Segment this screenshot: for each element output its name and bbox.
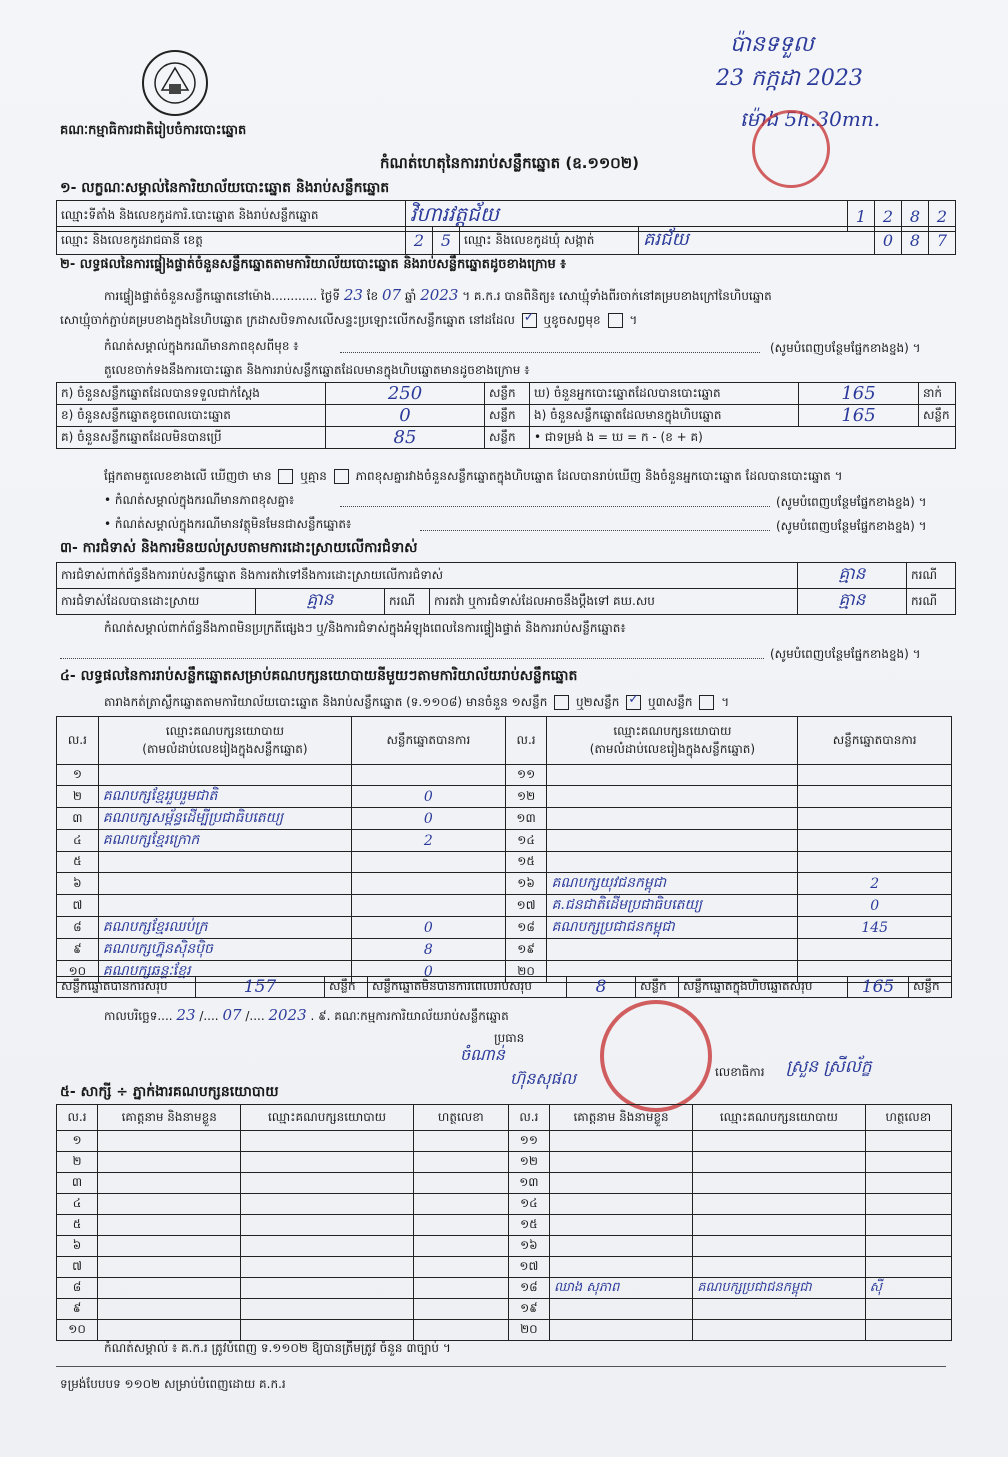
party-votes-left: 0	[352, 808, 506, 830]
section2-title: ២- លទ្ធផលនៃការផ្ទៀងផ្ទាត់ចំនួនសន្លឹកឆ្នោតតាមការិយាល័យបោះឆ្នោត និងរាប់សន្លឹកឆ្នោតដូចខាងក្រោម ៖	[60, 257, 566, 272]
s2-bullet2-fill: (សូមបំពេញបន្ថែមផ្នែកខាងខ្នង) ។	[776, 519, 927, 533]
party-no-right: ១៨	[505, 917, 547, 939]
witness-name-left	[98, 1257, 241, 1278]
witness-party-left	[241, 1173, 413, 1194]
total-box-value: 165	[848, 977, 909, 998]
s3-note-dots	[60, 658, 764, 659]
s2-line2-a: ឬខូចសព្វមុខ	[543, 313, 601, 327]
party-no-left: ៥	[57, 852, 99, 873]
party-no-right: ១៦	[505, 873, 547, 895]
total-invalid-value: 8	[567, 977, 636, 998]
witness-no-right: ១៨	[508, 1278, 549, 1299]
s2-bullet1: • កំណត់សម្គាល់ក្នុងករណីមានភាពខុសគ្នា៖	[104, 493, 295, 507]
party-votes-right	[798, 808, 952, 830]
s4-intro-c: ឬ៣សន្លឹក	[648, 695, 693, 709]
footer-rule	[56, 1366, 946, 1367]
party-no-left: ២	[57, 786, 99, 808]
s4-intro: តារាងកត់ត្រាស្លឹកឆ្នោតតាមការិយាល័យបោះឆ្នោត និងរាប់សន្លឹកឆ្នោត (ទ.១១០៨) មានចំនួន ១សន្លឹក ឬ២សន្លឹក ✓ ឬ៣សន្លឹក ។	[104, 694, 729, 712]
s1-row1-label: ឈ្មោះទីតាំង និងលេខកូដការិ.បោះឆ្នោត និងរាប់សន្លឹកឆ្នោត	[57, 201, 406, 232]
witness-no-right: ១៥	[508, 1215, 549, 1236]
gh-unit: នាក់	[919, 383, 956, 405]
party-no-right: ១១	[505, 765, 547, 786]
s1-commune-code-3: 7	[929, 227, 956, 255]
party-name-right: គណបក្សប្រជាជនកម្ពុជា	[547, 917, 798, 939]
party-votes-left: 8	[352, 939, 506, 961]
party-name-left	[98, 873, 351, 895]
party-no-right: ១៩	[505, 939, 547, 961]
total-valid-value: 157	[196, 977, 325, 998]
one-sheet-checkbox[interactable]	[554, 695, 569, 710]
received-time: ម៉ោង 5h.30mn.	[740, 107, 881, 131]
party-no-right: ១៤	[505, 830, 547, 852]
w-col-sig-right: ហត្ថលេខា	[865, 1105, 951, 1131]
party-name-left: គណបក្សខ្មែរឈប់ក្រ	[98, 917, 351, 939]
committee-label: ៩. គណៈកម្មការការិយាល័យរាប់សន្លឹកឆ្នោត	[318, 1009, 509, 1023]
s2-line2-text: សោឃ្មុំចាក់ភ្ជាប់គម្របខាងក្នុងនៃហិបឆ្នោត ក្រដាសបិទភាសលើសន្ទះប្រឡោះលើកសន្លឹកឆ្នោត នៅដដែល	[60, 313, 515, 327]
witness-party-left	[241, 1236, 413, 1257]
witness-party-left	[241, 1257, 413, 1278]
compare-c: ភាពខុសគ្នារវាងចំនួនសន្លឹកឆ្នោតក្នុងហិបឆ្នោត ដែលបានរាប់ឃើញ និងចំនួនអ្នកបោះឆ្នោត ដែលបានបោះឆ្នោត ។	[355, 469, 843, 483]
compare-a: ផ្អែកតាមតួលេខខាងលើ ឃើញថា មាន	[104, 469, 272, 483]
date-label: កាលបរិច្ឆេទ	[104, 1009, 158, 1023]
compare-b: ឬគ្មាន	[300, 469, 327, 483]
kh-label: ខ) ចំនួនសន្លឹកឆ្នោតខូចពេលបោះឆ្នោត	[57, 405, 326, 427]
gh-label: ឃ) ចំនួនអ្នកបោះឆ្នោតដែលបានបោះឆ្នោត	[530, 383, 799, 405]
s3-row1-unit: ករណី	[907, 563, 956, 589]
party-name-right	[547, 786, 798, 808]
formula: • ជាទម្រង់ ង = ឃ = ក - (ខ + គ)	[530, 427, 956, 449]
secretary-signature: ស្រួន ស្រីល័ក្ខ	[786, 1057, 872, 1077]
witness-name-left	[98, 1194, 241, 1215]
witness-no-right: ១៦	[508, 1236, 549, 1257]
witness-no-left: ៨	[57, 1278, 98, 1299]
table-row	[57, 1257, 952, 1278]
witness-name-right	[549, 1194, 692, 1215]
witness-name-left	[98, 1173, 241, 1194]
diff-yes-checkbox[interactable]	[278, 469, 293, 484]
party-no-right: ២០	[505, 961, 547, 983]
s3-row2-unit2: ករណី	[907, 589, 956, 615]
col-votes-right: សន្លឹកឆ្នោតបានការ	[798, 717, 952, 765]
form-title: កំណត់ហេតុនៃការរាប់សន្លឹកឆ្នោត (ឧ.១១០២)	[380, 154, 640, 172]
witness-party-left	[241, 1131, 413, 1152]
party-no-left: ៤	[57, 830, 99, 852]
received-label: ប៉ានទទួល	[730, 32, 814, 57]
table-row	[57, 1299, 952, 1320]
witness-sig-right: ស៊ី	[865, 1278, 951, 1299]
party-no-left: ១	[57, 765, 99, 786]
witness-no-right: ១៧	[508, 1257, 549, 1278]
col-party-left	[98, 717, 351, 765]
witness-no-right: ១២	[508, 1152, 549, 1173]
witness-sig-left	[413, 1299, 508, 1320]
party-name-left: គណបក្សខ្មែររួបរួមជាតិ	[98, 786, 351, 808]
table-row	[57, 808, 952, 830]
witness-name-left	[98, 1152, 241, 1173]
table-row	[57, 895, 952, 917]
witness-no-left: ៣	[57, 1173, 98, 1194]
party-name-right: គណបក្សយុវជនកម្ពុជា	[547, 873, 798, 895]
total-invalid-unit: សន្លឹក	[636, 977, 679, 998]
party-votes-right	[798, 786, 952, 808]
witness-no-left: ១០	[57, 1320, 98, 1341]
s1-commune-code-2: 8	[902, 227, 929, 255]
s1-code-1: 1	[848, 201, 875, 232]
party-no-right: ១៧	[505, 895, 547, 917]
party-votes-right: 2	[798, 873, 952, 895]
witness-sig-right	[865, 1194, 951, 1215]
g-label: គ) ចំនួនសន្លឹកឆ្នោតដែលមិនបានប្រើ	[57, 427, 326, 449]
party-votes-left	[352, 765, 506, 786]
s1-commune-code-1: 0	[875, 227, 902, 255]
date-year: 2023	[268, 1006, 307, 1024]
s3-table	[56, 562, 956, 615]
witness-name-right	[549, 1152, 692, 1173]
two-sheet-checkbox[interactable]	[626, 695, 641, 710]
total-valid-unit: សន្លឹក	[325, 977, 368, 998]
party-name-right	[547, 808, 798, 830]
table-row	[57, 1215, 952, 1236]
official-stamp	[600, 1000, 712, 1112]
w-col-no-right: ល.រ	[508, 1105, 549, 1131]
witness-name-left	[98, 1236, 241, 1257]
party-votes-left	[352, 895, 506, 917]
party-name-left: គណបក្សឆន្ទៈខ្មែរ	[98, 961, 351, 983]
party-votes-left: 0	[352, 786, 506, 808]
witness-sig-left	[413, 1236, 508, 1257]
chair-signature: ចំណាន់	[460, 1045, 505, 1064]
witness-party-left	[241, 1299, 413, 1320]
table-row	[57, 939, 952, 961]
received-stamp	[752, 110, 830, 188]
witness-name-left	[98, 1131, 241, 1152]
section5-title: ៥- សាក្សី ÷ ភ្នាក់ងារគណបក្សនយោបាយ	[60, 1084, 279, 1100]
s2-counts-table	[56, 382, 956, 449]
form-reference: ទម្រង់បែបបទ ១១០២ សម្រាប់បំពេញដោយ គ.ក.រ	[60, 1377, 286, 1391]
ng-value: 165	[799, 405, 919, 427]
party-name-left	[98, 895, 351, 917]
witness-name-right	[549, 1257, 692, 1278]
col-party-right-title: ឈ្មោះគណបក្សនយោបាយ	[613, 723, 732, 738]
date-day: 23	[176, 1006, 196, 1024]
party-votes-left	[352, 852, 506, 873]
witness-no-right: ១១	[508, 1131, 549, 1152]
s2-bullet1-fill: (សូមបំពេញបន្ថែមផ្នែកខាងខ្នង) ។	[776, 495, 927, 509]
ng-unit: សន្លឹក	[919, 405, 956, 427]
witness-name-right: ឈាង សុភាព	[549, 1278, 692, 1299]
diff-no-checkbox[interactable]	[334, 469, 349, 484]
party-name-right: គ.ជនជាតិដើមប្រជាធិបតេយ្យ	[547, 895, 798, 917]
witness-sig-left	[413, 1215, 508, 1236]
s1-row1-value: វិហារវត្តជ័យ	[406, 201, 848, 232]
witness-party-right	[693, 1131, 865, 1152]
s2-counts-intro: តួលេខចាក់ទងនឹងការបោះឆ្នោត និងការរាប់សន្លឹកឆ្នោតដែលមានក្នុងហិបឆ្នោតមានដូចខាងក្រោម ៖	[104, 363, 530, 377]
witness-party-left	[241, 1320, 413, 1341]
s2-line1-a: ការផ្ទៀងផ្ទាត់ចំនួនសន្លឹកឆ្នោតនៅម៉ោង............ ថ្ងៃទី	[104, 289, 340, 303]
witness-sig-left	[413, 1257, 508, 1278]
witness-no-left: ៤	[57, 1194, 98, 1215]
table-row	[57, 1131, 952, 1152]
s3-row1-label: ការជំទាស់ពាក់ព័ន្ធនឹងការរាប់សន្លឹកឆ្នោត និងការតវ៉ាទៅនឹងការដោះស្រាយលើការជំទាស់	[57, 563, 798, 589]
total-valid-label: សន្លឹកឆ្នោតបានការសរុប	[57, 977, 196, 998]
s2-line1-b: ។ គ.ក.រ បានពិនិត្យ៖ សោឃ្មុំទាំងពីរចាក់នៅគម្របខាងក្រៅនៃហិបឆ្នោត	[462, 289, 772, 303]
w-col-party-right: ឈ្មោះគណបក្សនយោបាយ	[693, 1105, 865, 1131]
section3-title: ៣- ការជំទាស់ និងការមិនយល់ស្របតាមការដោះស្រាយលើការជំទាស់	[60, 540, 418, 556]
s3-fill-note: (សូមបំពេញបន្ថែមផ្នែកខាងខ្នង) ។	[770, 647, 921, 661]
witness-name-right	[549, 1173, 692, 1194]
s1-commune-value: គរជ័យ	[639, 227, 875, 255]
party-name-left	[98, 765, 351, 786]
witness-name-left	[98, 1299, 241, 1320]
w-col-party-left: ឈ្មោះគណបក្សនយោបាយ	[241, 1105, 413, 1131]
witness-sig-left	[413, 1320, 508, 1341]
party-name-right	[547, 939, 798, 961]
witness-party-right	[693, 1257, 865, 1278]
kh-value: 0	[326, 405, 485, 427]
witness-sig-left	[413, 1131, 508, 1152]
witness-sig-right	[865, 1173, 951, 1194]
party-no-left: ៦	[57, 873, 99, 895]
table-row	[57, 786, 952, 808]
s4-intro-a: តារាងកត់ត្រាស្លឹកឆ្នោតតាមការិយាល័យបោះឆ្នោត និងរាប់សន្លឹកឆ្នោត (ទ.១១០៨) មានចំនួន ១សន្លឹក	[104, 695, 548, 709]
witness-party-left	[241, 1194, 413, 1215]
witness-sig-right	[865, 1236, 951, 1257]
secretary-label: លេខាធិការ	[715, 1065, 765, 1079]
witness-sig-right	[865, 1299, 951, 1320]
party-name-left: គណបក្សខ្មែរក្រោក	[98, 830, 351, 852]
witness-party-right	[693, 1194, 865, 1215]
col-no-right: ល.រ	[505, 717, 547, 765]
section1-table-row2	[56, 226, 956, 255]
s2-month: 07	[382, 286, 402, 304]
party-votes-right	[798, 765, 952, 786]
table-row	[57, 1173, 952, 1194]
witness-sig-left	[413, 1173, 508, 1194]
witness-party-right: គណបក្សប្រជាជនកម្ពុជា	[693, 1278, 865, 1299]
section4-title: ៤- លទ្ធផលនៃការរាប់សន្លឹកឆ្នោតសម្រាប់គណបក្សនយោបាយនីមួយៗតាមការិយាល័យរាប់សន្លឹកឆ្នោត	[60, 668, 578, 684]
s3-note-line: កំណត់សម្គាល់ពាក់ព័ន្ធនឹងភាពមិនប្រក្រតីផ្សេងៗ ឬ/និងការជំទាស់ក្នុងអំឡុងពេលនៃការផ្ទៀងផ្ទាត់ និងការរាប់សន្លឹកឆ្នោត៖	[104, 621, 626, 635]
party-no-left: ១០	[57, 961, 99, 983]
party-name-right	[547, 830, 798, 852]
witness-party-left	[241, 1215, 413, 1236]
kh-unit: សន្លឹក	[485, 405, 530, 427]
party-votes-left: 0	[352, 917, 506, 939]
witness-no-left: ៩	[57, 1299, 98, 1320]
col-party-right-sub: (តាមលំដាប់លេខរៀងក្នុងសន្លឹកឆ្នោត)	[589, 741, 756, 756]
s2-year: 2023	[420, 286, 459, 304]
s2-line2: សោឃ្មុំចាក់ភ្ជាប់គម្របខាងក្នុងនៃហិបឆ្នោត ក្រដាសបិទភាសលើសន្ទះប្រឡោះលើកសន្លឹកឆ្នោត នៅដដែល ✓ ឬខូចសព្វមុខ ។	[60, 312, 637, 330]
party-no-left: ៣	[57, 808, 99, 830]
witness-table	[56, 1104, 952, 1341]
s3-row2-value: គ្មាន	[256, 589, 385, 615]
witness-no-left: ៥	[57, 1215, 98, 1236]
s1-code-4: 2	[929, 201, 956, 232]
s3-row1-value: គ្មាន	[798, 563, 907, 589]
party-name-right	[547, 765, 798, 786]
s2-day: 23	[343, 286, 363, 304]
witness-party-left	[241, 1278, 413, 1299]
table-row	[57, 830, 952, 852]
table-row	[57, 1152, 952, 1173]
party-no-right: ១២	[505, 786, 547, 808]
nec-emblem	[142, 50, 208, 116]
witness-party-right	[693, 1320, 865, 1341]
table-row	[57, 1194, 952, 1215]
total-invalid-label: សន្លឹកឆ្នោតមិនបានការពេលរាប់សរុប	[368, 977, 567, 998]
s2-note-dots	[340, 352, 760, 353]
witness-party-left	[241, 1152, 413, 1173]
s1-prov-code-1: 2	[406, 227, 433, 255]
received-date: 23 កក្កដា 2023	[716, 66, 863, 91]
section1-title: ១- លក្ខណៈសម្គាល់នៃការិយាល័យបោះឆ្នោត និងរាប់សន្លឹកឆ្នោត	[60, 180, 390, 196]
s2-note-fill: (សូមបំពេញបន្ថែមផ្នែកខាងខ្នង) ។	[770, 341, 921, 355]
s2-year-label: ឆ្នាំ	[404, 289, 417, 303]
witness-sig-right	[865, 1131, 951, 1152]
witness-sig-right	[865, 1152, 951, 1173]
witness-sig-left	[413, 1194, 508, 1215]
party-votes-right	[798, 852, 952, 873]
witness-name-right	[549, 1131, 692, 1152]
party-votes-left: 0	[352, 961, 506, 983]
party-no-left: ៧	[57, 895, 99, 917]
party-votes-left	[352, 873, 506, 895]
s3-row2-value2: គ្មាន	[798, 589, 907, 615]
s2-line1	[104, 286, 964, 306]
party-name-left	[98, 852, 351, 873]
s4-date-line: កាលបរិច្ឆេទ.... 23 /.... 07 /.... 2023 . ៩. គណៈកម្មការការិយាល័យរាប់សន្លឹកឆ្នោត	[104, 1006, 509, 1024]
witness-name-left	[98, 1320, 241, 1341]
g-value: 85	[326, 427, 485, 449]
col-votes-left: សន្លឹកឆ្នោតបានការ	[352, 717, 506, 765]
table-row	[57, 1278, 952, 1299]
witness-sig-left	[413, 1278, 508, 1299]
party-name-left: គណបក្សសម្ព័ន្ធដើម្បីប្រជាធិបតេយ្យ	[98, 808, 351, 830]
witness-name-right	[549, 1299, 692, 1320]
w-col-name-left: គោត្តនាម និងនាមខ្លួន	[98, 1105, 241, 1131]
s1-prov-code-2: 5	[433, 227, 460, 255]
table-row	[57, 873, 952, 895]
s2-note-line: កំណត់សម្គាល់ក្នុងករណីមានភាពខុសពីមុខ ៖	[104, 339, 299, 353]
witness-no-right: ១៤	[508, 1194, 549, 1215]
witness-party-right	[693, 1173, 865, 1194]
gh-value: 165	[799, 383, 919, 405]
party-votes-right: 0	[798, 895, 952, 917]
k-value: 250	[326, 383, 485, 405]
k-unit: សន្លឹក	[485, 383, 530, 405]
intact-checkbox[interactable]	[522, 313, 537, 328]
chair-signature-2: ហ៊ុនសុផល	[510, 1069, 577, 1088]
k-label: ក) ចំនួនសន្លឹកឆ្នោតដែលបានទទួលជាក់ស្តែង	[57, 383, 326, 405]
w-col-no-left: ល.រ	[57, 1105, 98, 1131]
party-no-right: ១៣	[505, 808, 547, 830]
s2-bullet2: • កំណត់សម្គាល់ក្នុងករណីមានវត្ថុមិនមែនជាសន្លឹកឆ្នោត៖	[104, 517, 352, 531]
col-party-right	[547, 717, 798, 765]
party-no-left: ៨	[57, 917, 99, 939]
damaged-checkbox[interactable]	[608, 313, 623, 328]
witness-party-right	[693, 1299, 865, 1320]
s4-intro-b: ឬ២សន្លឹក	[576, 695, 620, 709]
witness-no-left: ២	[57, 1152, 98, 1173]
g-unit: សន្លឹក	[485, 427, 530, 449]
party-no-right: ១៥	[505, 852, 547, 873]
party-votes-right	[798, 939, 952, 961]
witness-name-left	[98, 1278, 241, 1299]
table-row	[57, 1320, 952, 1341]
witness-no-right: ១៩	[508, 1299, 549, 1320]
col-party-left-title: ឈ្មោះគណបក្សនយោបាយ	[165, 723, 284, 738]
table-row	[57, 852, 952, 873]
table-row	[57, 765, 952, 786]
s2-compare-line	[104, 468, 843, 486]
footer-note: កំណត់សម្គាល់ ៖ គ.ក.រ ត្រូវបំពេញ ទ.១១០២ ឱ្យបានត្រឹមត្រូវ ចំនួន ៣ច្បាប់ ។	[104, 1341, 451, 1355]
witness-name-right	[549, 1320, 692, 1341]
witness-name-right	[549, 1236, 692, 1257]
s3-row2-label2: ការតវ៉ា ឬការជំទាស់ដែលអាចនឹងប្តឹងទៅ គឃ.សប	[430, 589, 798, 615]
total-box-unit: សន្លឹក	[909, 977, 952, 998]
three-sheet-checkbox[interactable]	[699, 695, 714, 710]
w-col-sig-left: ហត្ថលេខា	[413, 1105, 508, 1131]
witness-sig-right	[865, 1320, 951, 1341]
party-name-left: គណបក្សហ្វ៊ុនស៊ិនប៉ិច	[98, 939, 351, 961]
party-votes-right: 145	[798, 917, 952, 939]
party-no-left: ៩	[57, 939, 99, 961]
s2-bullet1-dots	[340, 506, 770, 507]
s1-code-3: 8	[902, 201, 929, 232]
witness-name-left	[98, 1215, 241, 1236]
witness-no-right: ២០	[508, 1320, 549, 1341]
s2-bullet2-dots	[420, 530, 770, 531]
s1-row2-label: ឈ្មោះ និងលេខកូដរាជធានី ខេត្ត	[57, 227, 406, 255]
witness-party-right	[693, 1152, 865, 1173]
witness-no-right: ១៣	[508, 1173, 549, 1194]
col-no-left: ល.រ	[57, 717, 99, 765]
chair-label: ប្រធាន	[494, 1031, 525, 1045]
w-col-name-right: គោត្តនាម និងនាមខ្លួន	[549, 1105, 692, 1131]
witness-name-right	[549, 1215, 692, 1236]
col-party-left-sub: (តាមលំដាប់លេខរៀងក្នុងសន្លឹកឆ្នោត)	[142, 741, 308, 756]
s3-row2-label: ការជំទាស់ដែលបានដោះស្រាយ	[57, 589, 256, 615]
witness-party-right	[693, 1236, 865, 1257]
s1-row2-label2: ឈ្មោះ និងលេខកូដឃុំ សង្កាត់	[460, 227, 639, 255]
witness-sig-right	[865, 1257, 951, 1278]
total-box-label: សន្លឹកឆ្នោតក្នុងហិបឆ្នោតសរុប	[679, 977, 848, 998]
party-votes-right	[798, 830, 952, 852]
witness-no-left: ៧	[57, 1257, 98, 1278]
witness-sig-right	[865, 1215, 951, 1236]
table-row	[57, 917, 952, 939]
witness-no-left: ៦	[57, 1236, 98, 1257]
totals-table	[56, 976, 952, 998]
witness-no-left: ១	[57, 1131, 98, 1152]
s1-code-2: 2	[875, 201, 902, 232]
party-votes-left: 2	[352, 830, 506, 852]
s2-month-label: ខែ	[366, 289, 379, 303]
date-month: 07	[222, 1006, 242, 1024]
party-name-right	[547, 852, 798, 873]
witness-party-right	[693, 1215, 865, 1236]
s3-row2-unit: ករណី	[385, 589, 430, 615]
table-row	[57, 1236, 952, 1257]
results-table	[56, 716, 952, 983]
org-name: គណៈកម្មាធិការជាតិរៀបចំការបោះឆ្នោត	[60, 123, 247, 138]
witness-sig-left	[413, 1152, 508, 1173]
ng-label: ង) ចំនួនសន្លឹកឆ្នោតដែលមានក្នុងហិបឆ្នោត	[530, 405, 799, 427]
